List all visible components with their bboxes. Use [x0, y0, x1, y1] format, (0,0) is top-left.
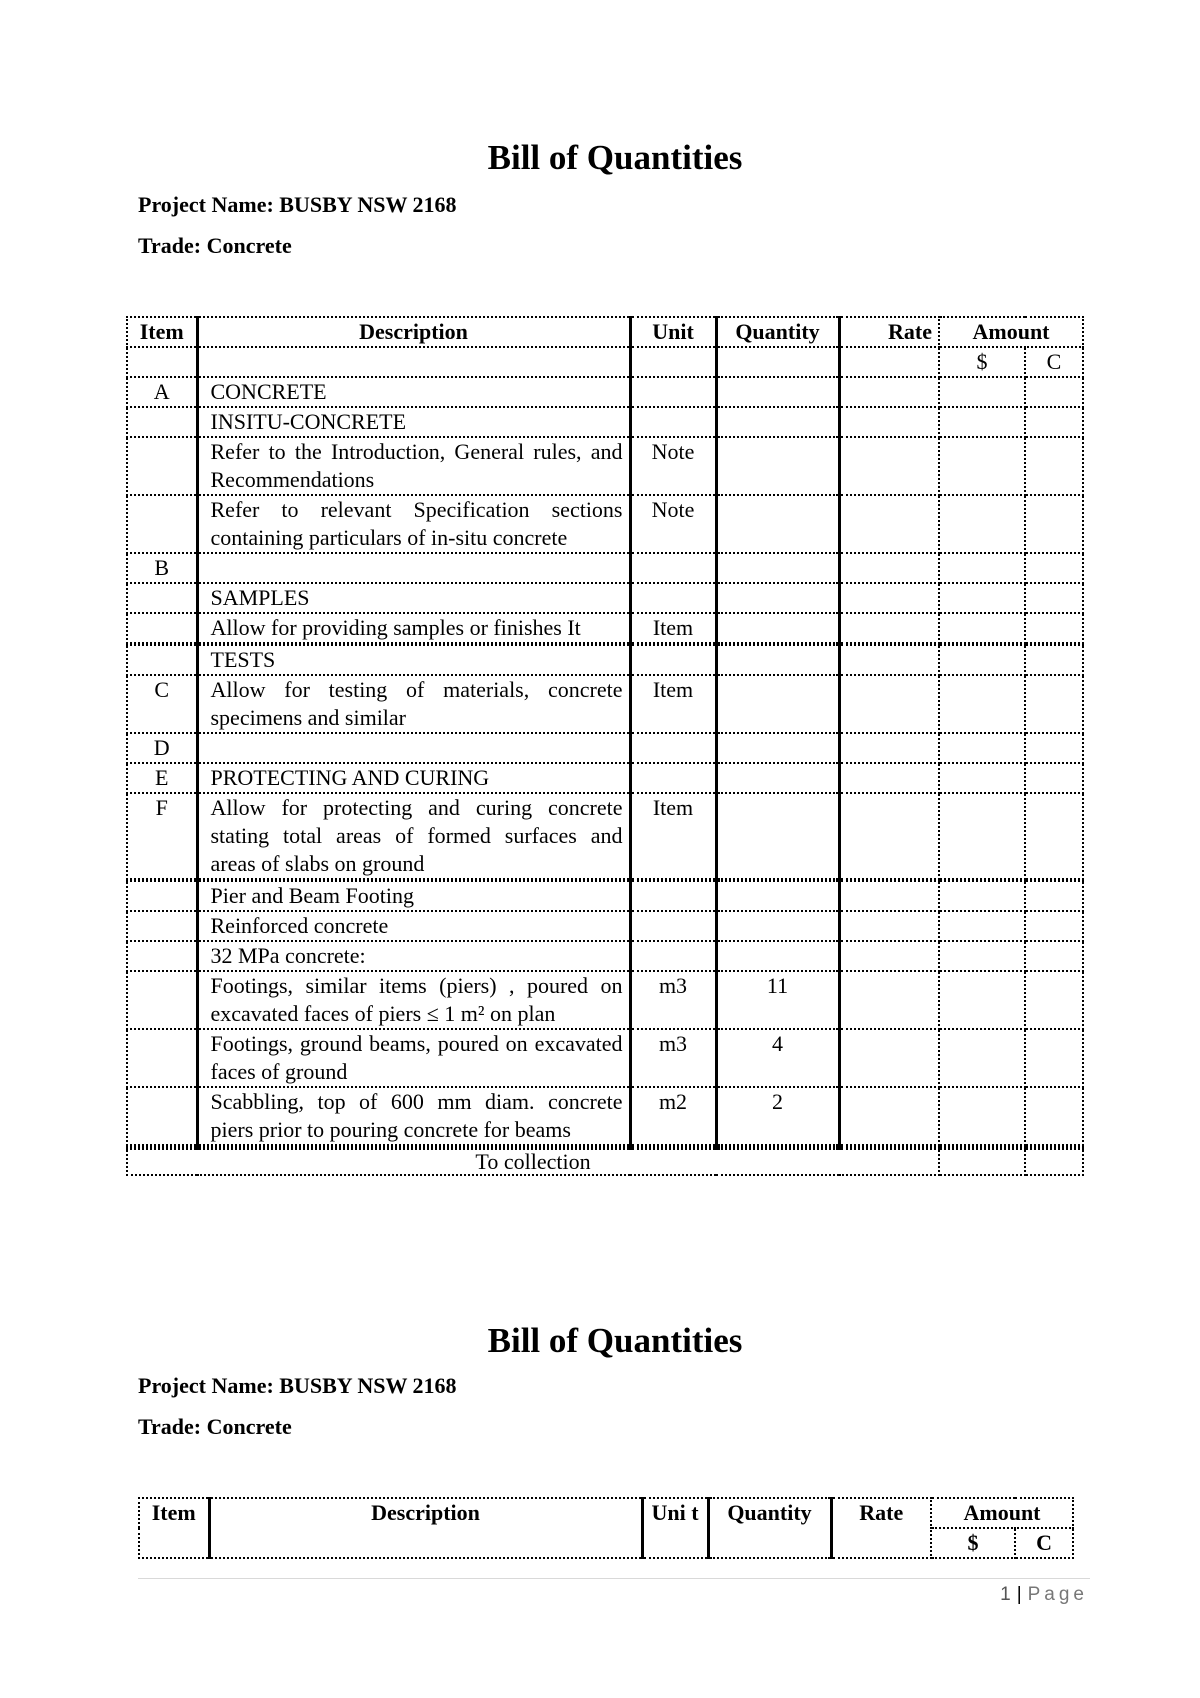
row-amount-dollars — [939, 763, 1025, 793]
row-rate — [839, 941, 939, 971]
row-description — [197, 553, 630, 583]
row-item: E — [127, 763, 197, 793]
header-rate: Rate — [839, 317, 939, 347]
header-quantity: Quantity — [708, 1498, 831, 1558]
table-subheader-row — [127, 347, 1083, 377]
header-dollars: $ — [939, 347, 1025, 377]
row-item — [127, 941, 197, 971]
table-row — [127, 763, 1083, 793]
table-row — [127, 971, 1083, 1029]
row-quantity — [716, 911, 839, 941]
header-amount: Amount — [931, 1498, 1073, 1528]
table-header-row — [139, 1498, 1073, 1528]
row-rate — [839, 675, 939, 733]
row-description — [197, 733, 630, 763]
row-amount-cents — [1025, 1029, 1083, 1087]
table-row — [127, 583, 1083, 613]
row-quantity — [716, 583, 839, 613]
row-item — [127, 971, 197, 1029]
row-item — [127, 495, 197, 553]
row-quantity — [716, 407, 839, 437]
row-item: D — [127, 733, 197, 763]
row-amount-cents — [1025, 941, 1083, 971]
row-amount-cents — [1025, 437, 1083, 495]
row-amount-dollars — [939, 645, 1025, 675]
row-description: Footings, similar items (piers) , poured on excavated faces of piers ≤ 1 m² on plan — [197, 971, 630, 1029]
row-amount-dollars — [939, 911, 1025, 941]
row-unit — [630, 645, 716, 675]
row-rate — [839, 645, 939, 675]
page-footer — [1000, 1584, 1088, 1606]
row-amount-cents — [1025, 495, 1083, 553]
row-unit — [630, 583, 716, 613]
row-amount-cents — [1025, 675, 1083, 733]
row-amount-cents — [1025, 971, 1083, 1029]
row-item: F — [127, 793, 197, 879]
row-amount-cents — [1025, 793, 1083, 879]
row-amount-cents — [1025, 613, 1083, 643]
row-unit — [630, 377, 716, 407]
row-amount-dollars — [939, 881, 1025, 911]
row-amount-cents — [1025, 645, 1083, 675]
row-quantity — [716, 881, 839, 911]
header-rate: Rate — [831, 1498, 931, 1558]
row-description: Allow for testing of materials, concrete specimens and similar — [197, 675, 630, 733]
row-amount-dollars — [939, 553, 1025, 583]
row-amount-dollars — [939, 971, 1025, 1029]
row-unit: m2 — [630, 1087, 716, 1145]
row-item — [127, 613, 197, 643]
row-quantity — [716, 675, 839, 733]
document-title: Bill of Quantities — [487, 138, 743, 177]
row-description: Scabbling, top of 600 mm diam. concrete piers prior to pouring concrete for beams — [197, 1087, 630, 1145]
row-description: PROTECTING AND CURING — [197, 763, 630, 793]
row-item — [127, 407, 197, 437]
row-unit: Item — [630, 613, 716, 643]
footer-separator: | — [1016, 1584, 1022, 1605]
table-row — [127, 675, 1083, 733]
row-item — [127, 583, 197, 613]
row-rate — [839, 437, 939, 495]
row-quantity — [716, 941, 839, 971]
row-quantity: 2 — [716, 1087, 839, 1145]
row-amount-dollars — [939, 407, 1025, 437]
row-rate — [839, 407, 939, 437]
row-unit — [630, 881, 716, 911]
page-number: 1 — [1000, 1584, 1011, 1605]
header-amount: Amount — [939, 317, 1083, 347]
row-rate — [839, 553, 939, 583]
row-amount-dollars — [939, 675, 1025, 733]
row-item — [127, 911, 197, 941]
row-amount-dollars — [939, 733, 1025, 763]
table-row — [127, 1029, 1083, 1087]
table-header-row — [127, 317, 1083, 347]
header-description: Description — [197, 317, 630, 347]
row-description: Footings, ground beams, poured on excavated faces of ground — [197, 1029, 630, 1087]
row-quantity — [716, 733, 839, 763]
row-amount-dollars — [939, 793, 1025, 879]
row-item: A — [127, 377, 197, 407]
row-rate — [839, 911, 939, 941]
row-unit: Note — [630, 495, 716, 553]
document-title-2: Bill of Quantities — [487, 1321, 743, 1360]
bill-of-quantities-table — [126, 316, 1084, 1176]
row-amount-dollars — [939, 941, 1025, 971]
row-amount-dollars — [939, 1087, 1025, 1145]
row-amount-dollars — [939, 583, 1025, 613]
row-item — [127, 881, 197, 911]
header-quantity: Quantity — [716, 317, 839, 347]
row-item — [127, 437, 197, 495]
table-row — [127, 437, 1083, 495]
row-description: Pier and Beam Footing — [197, 881, 630, 911]
header-unit: Uni t — [642, 1498, 708, 1558]
table-row — [127, 941, 1083, 971]
row-unit — [630, 553, 716, 583]
row-quantity — [716, 495, 839, 553]
row-quantity: 11 — [716, 971, 839, 1029]
row-unit — [630, 407, 716, 437]
table-row — [127, 645, 1083, 675]
row-amount-cents — [1025, 733, 1083, 763]
header-cents: C — [1025, 347, 1083, 377]
row-unit — [630, 911, 716, 941]
row-rate — [839, 583, 939, 613]
row-unit — [630, 763, 716, 793]
table-row — [127, 377, 1083, 407]
trade-label-2: Trade: Concrete — [138, 1414, 292, 1439]
header-unit: Unit — [630, 317, 716, 347]
row-rate — [839, 763, 939, 793]
row-amount-cents — [1025, 553, 1083, 583]
table-row — [127, 793, 1083, 879]
row-quantity — [716, 793, 839, 879]
row-description: 32 MPa concrete: — [197, 941, 630, 971]
row-unit: m3 — [630, 1029, 716, 1087]
table-row — [127, 495, 1083, 553]
row-rate — [839, 495, 939, 553]
header-dollars: $ — [931, 1528, 1015, 1558]
footer-divider — [138, 1578, 1090, 1579]
total-cents — [1025, 1149, 1083, 1175]
table-row — [127, 1087, 1083, 1145]
row-item: C — [127, 675, 197, 733]
row-rate — [839, 1029, 939, 1087]
row-amount-cents — [1025, 377, 1083, 407]
table-row — [127, 733, 1083, 763]
row-quantity — [716, 377, 839, 407]
row-rate — [839, 613, 939, 643]
row-amount-cents — [1025, 881, 1083, 911]
header-item: Item — [139, 1498, 209, 1558]
row-description: SAMPLES — [197, 583, 630, 613]
row-amount-cents — [1025, 1087, 1083, 1145]
row-amount-cents — [1025, 407, 1083, 437]
row-rate — [839, 377, 939, 407]
row-quantity — [716, 763, 839, 793]
row-amount-dollars — [939, 437, 1025, 495]
row-unit: Note — [630, 437, 716, 495]
row-description: INSITU-CONCRETE — [197, 407, 630, 437]
row-unit — [630, 733, 716, 763]
trade-label: Trade: Concrete — [138, 233, 292, 258]
table-row — [127, 911, 1083, 941]
row-unit: Item — [630, 793, 716, 879]
bill-of-quantities-table-2 — [138, 1497, 1074, 1559]
row-item — [127, 645, 197, 675]
table-row — [127, 881, 1083, 911]
row-rate — [839, 971, 939, 1029]
row-description: Allow for protecting and curing concrete stating total areas of formed surfaces and areas of slabs on ground — [197, 793, 630, 879]
row-description: Reinforced concrete — [197, 911, 630, 941]
table-row — [127, 613, 1083, 643]
row-amount-dollars — [939, 1029, 1025, 1087]
row-description: Allow for providing samples or finishes It — [197, 613, 630, 643]
row-quantity — [716, 553, 839, 583]
row-item — [127, 1087, 197, 1145]
row-amount-dollars — [939, 377, 1025, 407]
row-description: Refer to relevant Specification sections containing particulars of in-situ concrete — [197, 495, 630, 553]
total-dollars — [939, 1149, 1025, 1175]
table-row — [127, 553, 1083, 583]
row-quantity — [716, 437, 839, 495]
row-rate — [839, 881, 939, 911]
row-rate — [839, 1087, 939, 1145]
row-unit — [630, 941, 716, 971]
page-label: Page — [1027, 1584, 1088, 1605]
row-unit: m3 — [630, 971, 716, 1029]
row-amount-cents — [1025, 583, 1083, 613]
total-label: To collection — [127, 1149, 939, 1175]
row-rate — [839, 793, 939, 879]
row-description: Refer to the Introduction, General rules, and Recommendations — [197, 437, 630, 495]
row-quantity: 4 — [716, 1029, 839, 1087]
total-row — [127, 1149, 1083, 1175]
header-cents: C — [1015, 1528, 1073, 1558]
row-description: CONCRETE — [197, 377, 630, 407]
row-unit: Item — [630, 675, 716, 733]
row-amount-dollars — [939, 495, 1025, 553]
row-amount-cents — [1025, 763, 1083, 793]
table-row — [127, 407, 1083, 437]
project-name: Project Name: BUSBY NSW 2168 — [138, 192, 457, 217]
project-name-2: Project Name: BUSBY NSW 2168 — [138, 1373, 457, 1398]
row-quantity — [716, 613, 839, 643]
row-amount-dollars — [939, 613, 1025, 643]
header-description: Description — [209, 1498, 642, 1558]
row-rate — [839, 733, 939, 763]
row-quantity — [716, 645, 839, 675]
row-item — [127, 1029, 197, 1087]
row-item: B — [127, 553, 197, 583]
row-amount-cents — [1025, 911, 1083, 941]
row-description: TESTS — [197, 645, 630, 675]
header-item: Item — [127, 317, 197, 347]
